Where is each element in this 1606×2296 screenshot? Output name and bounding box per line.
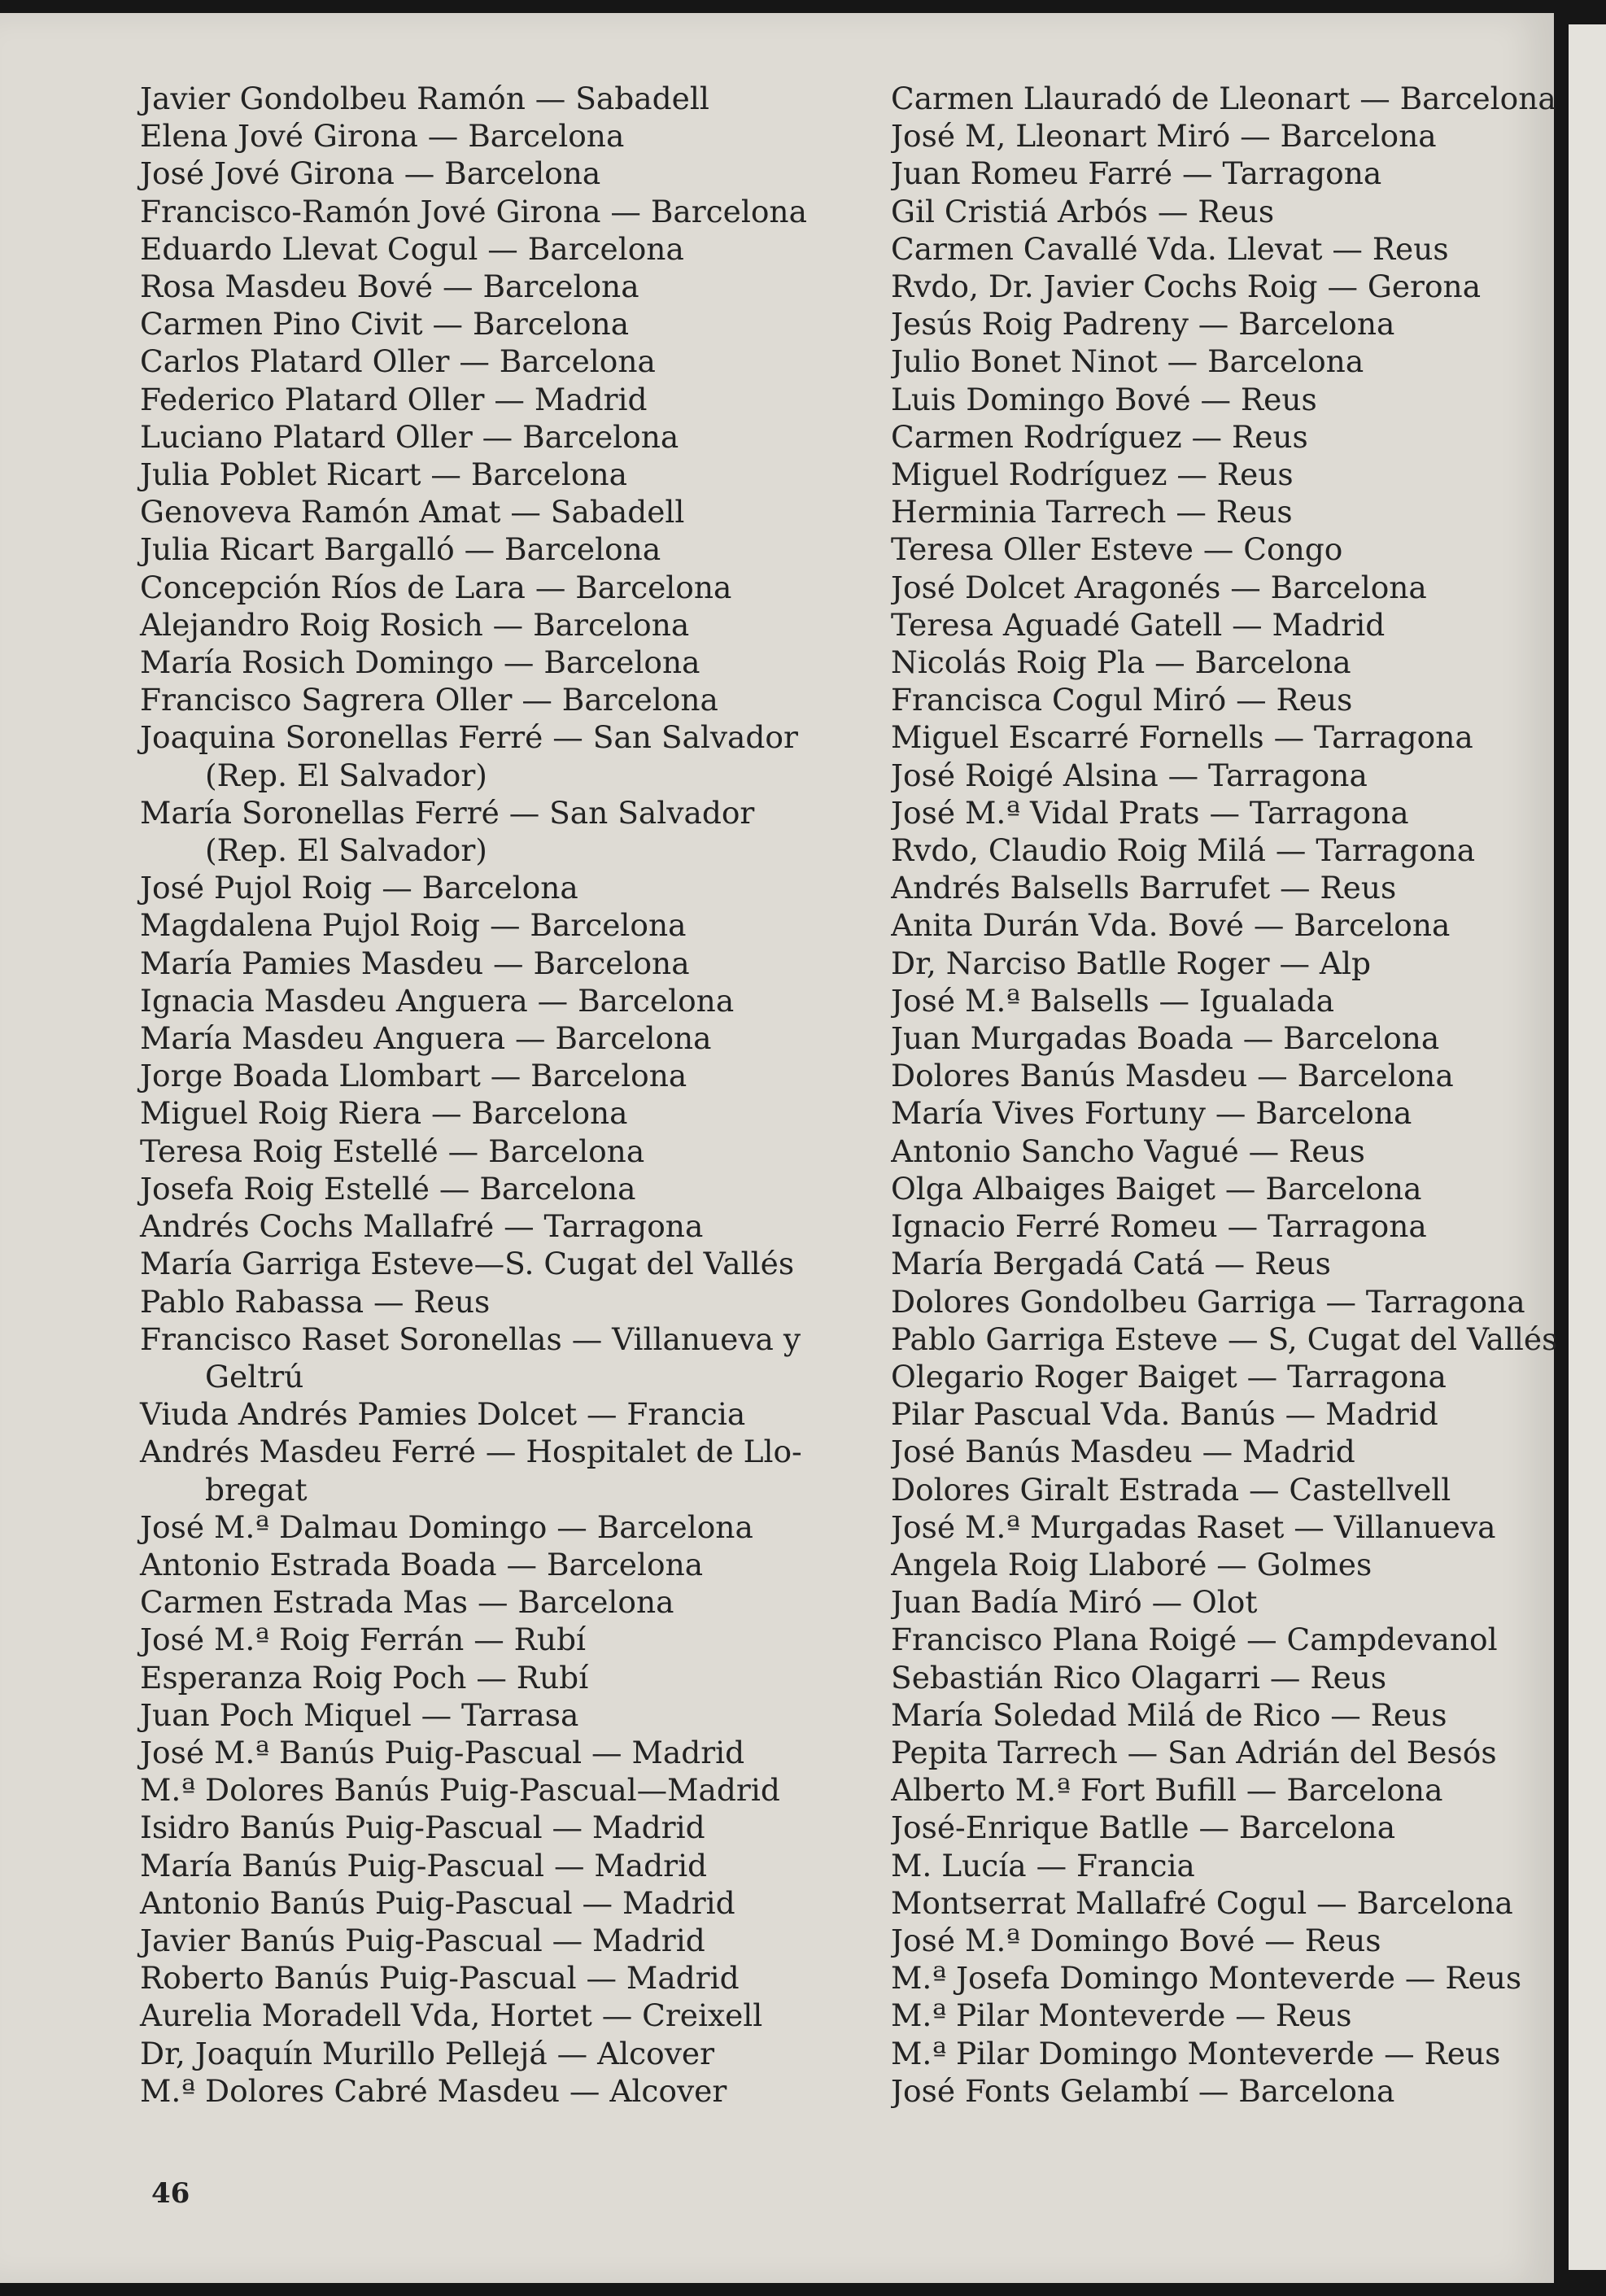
entry-text: Carmen Pino Civit — Barcelona [140,306,630,343]
list-item [891,1207,1558,1245]
entry-text: Dolores Banús Masdeu — Barcelona [891,1058,1454,1094]
entry-text: José Jové Girona — Barcelona [140,155,601,192]
entry-text: Ignacio Ferré Romeu — Tarragona [891,1208,1427,1245]
entry-text: Miguel Escarré Fornells — Tarragona [891,719,1473,756]
list-item [140,456,872,493]
entry-text: Aurelia Moradell Vda, Hortet — Creixell [140,1997,763,2034]
entry-text: Jorge Boada Llombart — Barcelona [140,1058,687,1094]
list-item [140,268,872,305]
list-item [891,230,1558,268]
entry-text: Ignacia Masdeu Anguera — Barcelona [140,982,735,1019]
entry-text: Pablo Garriga Esteve — S, Cugat del Vallés [891,1320,1558,1357]
list-item [140,1508,872,1546]
entry-text: Esperanza Roig Poch — Rubí [140,1659,589,1696]
entry-text: María Soronellas Ferré — San Salvador [140,794,755,831]
list-item [140,1959,872,1997]
list-item [891,530,1558,568]
list-item [891,80,1558,117]
entry-text: M.ª Dolores Cabré Masdeu — Alcover [140,2072,727,2109]
list-item [891,1583,1558,1621]
entry-text: Isidro Banús Puig-Pascual — Madrid [140,1809,705,1846]
entry-text: Alejandro Roig Rosich — Barcelona [140,606,690,643]
entry-text: Luciano Platard Oller — Barcelona [140,418,679,455]
entry-text: Julia Poblet Ricart — Barcelona [140,456,627,493]
entry-continuation: Geltrú [205,1358,304,1395]
list-item [891,1508,1558,1546]
entry-text: Dr, Joaquín Murillo Pellejá — Alcover [140,2035,715,2071]
entry-text: Eduardo Llevat Cogul — Barcelona [140,230,684,267]
list-item [891,644,1558,681]
entry-text: Sebastián Rico Olagarri — Reus [891,1659,1387,1696]
entry-text: Francisco Raset Soronellas — Villanueva y [140,1320,801,1357]
list-item [140,193,872,230]
list-item [891,305,1558,343]
list-item [891,1771,1558,1809]
entry-text: José M.ª Roig Ferrán — Rubí [140,1622,586,1658]
entry-text: Antonio Banús Puig-Pascual — Madrid [140,1884,735,1921]
list-item [140,1696,872,1734]
list-item [140,1283,872,1320]
list-item [140,1847,872,1884]
entry-text: José M.ª Banús Puig-Pascual — Madrid [140,1734,745,1770]
list-item [891,1358,1558,1395]
list-item [891,1696,1558,1734]
entry-text: Juan Murgadas Boada — Barcelona [891,1020,1440,1057]
entry-text: Rvdo, Claudio Roig Milá — Tarragona [891,832,1476,869]
right-column [891,80,1558,2110]
entry-text: Juan Poch Miquel — Tarrasa [140,1696,579,1733]
list-item [891,982,1558,1019]
entry-text: Carlos Platard Oller — Barcelona [140,343,656,380]
list-item [140,1734,872,1771]
entry-text: María Banús Puig-Pascual — Madrid [140,1847,708,1884]
left-column [140,80,872,2110]
list-item [140,80,872,117]
list-item [140,1659,872,1696]
entry-text: Nicolás Roig Pla — Barcelona [891,644,1351,681]
entry-text: Genoveva Ramón Amat — Sabadell [140,494,685,530]
page-number: 46 [151,2177,190,2210]
facing-page-edge [1569,24,1606,2270]
list-item [140,718,872,793]
entry-text: Teresa Roig Estellé — Barcelona [140,1133,645,1169]
list-item [891,906,1558,944]
list-item [891,1546,1558,1583]
entry-text: Elena Jové Girona — Barcelona [140,118,625,155]
entry-text: José Roigé Alsina — Tarragona [891,757,1368,793]
entry-text: Antonio Estrada Boada — Barcelona [140,1546,704,1582]
entry-text: M.ª Josefa Domingo Monteverde — Reus [891,1960,1522,1997]
entry-text: José-Enrique Batlle — Barcelona [891,1809,1396,1846]
list-item [891,2072,1558,2110]
list-item [140,1809,872,1846]
list-item [140,569,872,606]
list-item [140,493,872,530]
list-item [140,418,872,456]
list-item [140,1997,872,2034]
entry-text: Dolores Gondolbeu Garriga — Tarragona [891,1283,1525,1320]
document-page [0,13,1558,2283]
entry-text: Carmen Estrada Mas — Barcelona [140,1584,674,1621]
entry-text: María Garriga Esteve—S. Cugat del Vallés [140,1246,795,1282]
entry-text: Pablo Rabassa — Reus [140,1283,491,1320]
entry-text: José M.ª Vidal Prats — Tarragona [891,794,1409,831]
entry-text: José Pujol Roig — Barcelona [140,870,578,906]
list-item [891,493,1558,530]
entry-text: Rvdo, Dr. Javier Cochs Roig — Gerona [891,268,1482,305]
list-item [891,418,1558,456]
entry-text: Dr, Narciso Batlle Roger — Alp [891,945,1371,981]
list-item [891,1621,1558,1658]
list-item [891,1847,1558,1884]
list-item [891,1959,1558,1997]
list-item [891,268,1558,305]
entry-text: Miguel Roig Riera — Barcelona [140,1095,628,1132]
list-item [891,1245,1558,1282]
entry-text: Francisco Sagrera Oller — Barcelona [140,682,718,718]
list-item [140,1922,872,1959]
list-item [140,2072,872,2110]
entry-text: Francisco-Ramón Jové Girona — Barcelona [140,193,807,229]
list-item [891,1433,1558,1470]
list-item [891,1471,1558,1508]
list-item [891,794,1558,832]
entry-text: Francisca Cogul Miró — Reus [891,682,1353,718]
list-item [891,1283,1558,1320]
entry-text: María Bergadá Catá — Reus [891,1246,1331,1282]
list-item [891,1659,1558,1696]
entry-text: Julia Ricart Bargalló — Barcelona [140,531,661,568]
entry-text: María Masdeu Anguera — Barcelona [140,1020,712,1057]
entry-text: M.ª Pilar Domingo Monteverde — Reus [891,2035,1501,2071]
list-item [891,757,1558,794]
entry-text: Juan Romeu Farré — Tarragona [891,155,1382,192]
entry-text: José M, Lleonart Miró — Barcelona [891,118,1437,155]
list-item [140,343,872,380]
list-item [140,1433,872,1508]
list-item [891,193,1558,230]
list-item [140,381,872,418]
list-item [140,1207,872,1245]
entry-text: Andrés Cochs Mallafré — Tarragona [140,1208,704,1245]
entry-text: Andrés Masdeu Ferré — Hospitalet de Llo- [140,1434,802,1470]
entry-continuation: (Rep. El Salvador) [205,832,487,869]
list-item [140,1133,872,1170]
entry-text: Miguel Rodríguez — Reus [891,456,1294,493]
list-item [140,305,872,343]
entry-text: Teresa Oller Esteve — Congo [891,531,1343,568]
list-item [891,718,1558,756]
list-item [891,155,1558,192]
list-item [891,1170,1558,1207]
entry-text: María Soledad Milá de Rico — Reus [891,1696,1447,1733]
list-item [140,1057,872,1094]
list-item [891,1133,1558,1170]
list-item [140,681,872,718]
entry-text: Juan Badía Miró — Olot [891,1584,1258,1621]
entry-text: Rosa Masdeu Bové — Barcelona [140,268,639,305]
list-item [891,945,1558,982]
list-item [140,2035,872,2072]
list-item [891,381,1558,418]
list-item [891,1094,1558,1132]
list-item [891,1057,1558,1094]
list-item [140,1621,872,1658]
list-item [140,644,872,681]
list-item [140,230,872,268]
list-item [891,1734,1558,1771]
list-item [140,1094,872,1132]
entry-text: Francisco Plana Roigé — Campdevanol [891,1622,1498,1658]
list-item [891,1395,1558,1433]
list-item [140,1884,872,1922]
entry-text: José Banús Masdeu — Madrid [891,1434,1355,1470]
entry-text: Pepita Tarrech — San Adrián del Besós [891,1734,1497,1770]
list-item [140,869,872,906]
list-item [140,906,872,944]
list-item [140,1245,872,1282]
entry-text: José Dolcet Aragonés — Barcelona [891,569,1427,605]
entry-text: Josefa Roig Estellé — Barcelona [140,1170,636,1207]
entry-continuation: bregat [205,1471,308,1508]
entry-continuation: (Rep. El Salvador) [205,757,487,793]
list-item [891,569,1558,606]
entry-text: José M.ª Dalmau Domingo — Barcelona [140,1508,753,1545]
list-item [140,1771,872,1809]
list-item [140,155,872,192]
entry-text: José M.ª Balsells — Igualada [891,982,1334,1019]
entry-text: Luis Domingo Bové — Reus [891,381,1317,417]
list-item [140,1320,872,1395]
entry-text: Concepción Ríos de Lara — Barcelona [140,569,732,605]
list-item [891,2035,1558,2072]
entry-text: Joaquina Soronellas Ferré — San Salvador [140,719,798,756]
entry-text: María Vives Fortuny — Barcelona [891,1095,1412,1132]
list-item [140,1546,872,1583]
entry-text: Carmen Rodríguez — Reus [891,418,1308,455]
entry-text: Carmen Llauradó de Lleonart — Barcelona [891,81,1556,116]
entry-text: Viuda Andrés Pamies Dolcet — Francia [140,1396,746,1433]
list-item [891,1019,1558,1057]
entry-text: M.ª Dolores Banús Puig-Pascual—Madrid [140,1772,780,1809]
entry-text: Olegario Roger Baiget — Tarragona [891,1358,1447,1395]
list-item [891,832,1558,869]
list-item [140,1583,872,1621]
entry-text: M. Lucía — Francia [891,1847,1195,1884]
entry-text: Julio Bonet Ninot — Barcelona [891,343,1364,380]
list-item [140,1019,872,1057]
entry-text: José Fonts Gelambí — Barcelona [891,2072,1395,2109]
entry-text: Magdalena Pujol Roig — Barcelona [140,907,687,944]
entry-text: Dolores Giralt Estrada — Castellvell [891,1471,1451,1508]
entry-text: María Rosich Domingo — Barcelona [140,644,700,681]
entry-text: María Pamies Masdeu — Barcelona [140,945,690,981]
list-item [891,456,1558,493]
entry-text: Javier Gondolbeu Ramón — Sabadell [140,81,709,116]
list-item [140,945,872,982]
list-item [891,1320,1558,1358]
list-item [891,343,1558,380]
entry-text: Pilar Pascual Vda. Banús — Madrid [891,1396,1438,1433]
entry-text: Montserrat Mallafré Cogul — Barcelona [891,1884,1513,1921]
list-item [140,530,872,568]
entry-text: Herminia Tarrech — Reus [891,494,1293,530]
entry-text: Olga Albaiges Baiget — Barcelona [891,1170,1422,1207]
list-item [891,117,1558,155]
list-item [140,1170,872,1207]
list-item [140,1395,872,1433]
entry-text: José M.ª Murgadas Raset — Villanueva [891,1508,1496,1545]
entry-text: Javier Banús Puig-Pascual — Madrid [140,1922,705,1958]
list-item [891,606,1558,644]
entry-text: M.ª Pilar Monteverde — Reus [891,1997,1352,2034]
entry-text: Alberto M.ª Fort Bufill — Barcelona [891,1772,1443,1809]
entry-text: Antonio Sancho Vagué — Reus [891,1133,1365,1169]
list-item [891,1809,1558,1846]
list-item [891,1997,1558,2034]
entry-text: José M.ª Domingo Bové — Reus [891,1922,1381,1958]
entry-text: Andrés Balsells Barrufet — Reus [891,870,1397,906]
entry-text: Anita Durán Vda. Bové — Barcelona [891,907,1451,944]
entry-text: Carmen Cavallé Vda. Llevat — Reus [891,230,1449,267]
list-item [891,869,1558,906]
entry-text: Jesús Roig Padreny — Barcelona [891,306,1395,343]
list-item [140,982,872,1019]
list-item [891,1884,1558,1922]
list-item [140,606,872,644]
entry-text: Federico Platard Oller — Madrid [140,381,648,417]
list-item [140,794,872,869]
list-item [140,117,872,155]
entry-text: Angela Roig Llaboré — Golmes [891,1546,1373,1582]
list-item [891,1922,1558,1959]
entry-text: Roberto Banús Puig-Pascual — Madrid [140,1960,740,1997]
list-item [891,681,1558,718]
entry-text: Gil Cristiá Arbós — Reus [891,193,1275,229]
entry-text: Teresa Aguadé Gatell — Madrid [891,606,1386,643]
